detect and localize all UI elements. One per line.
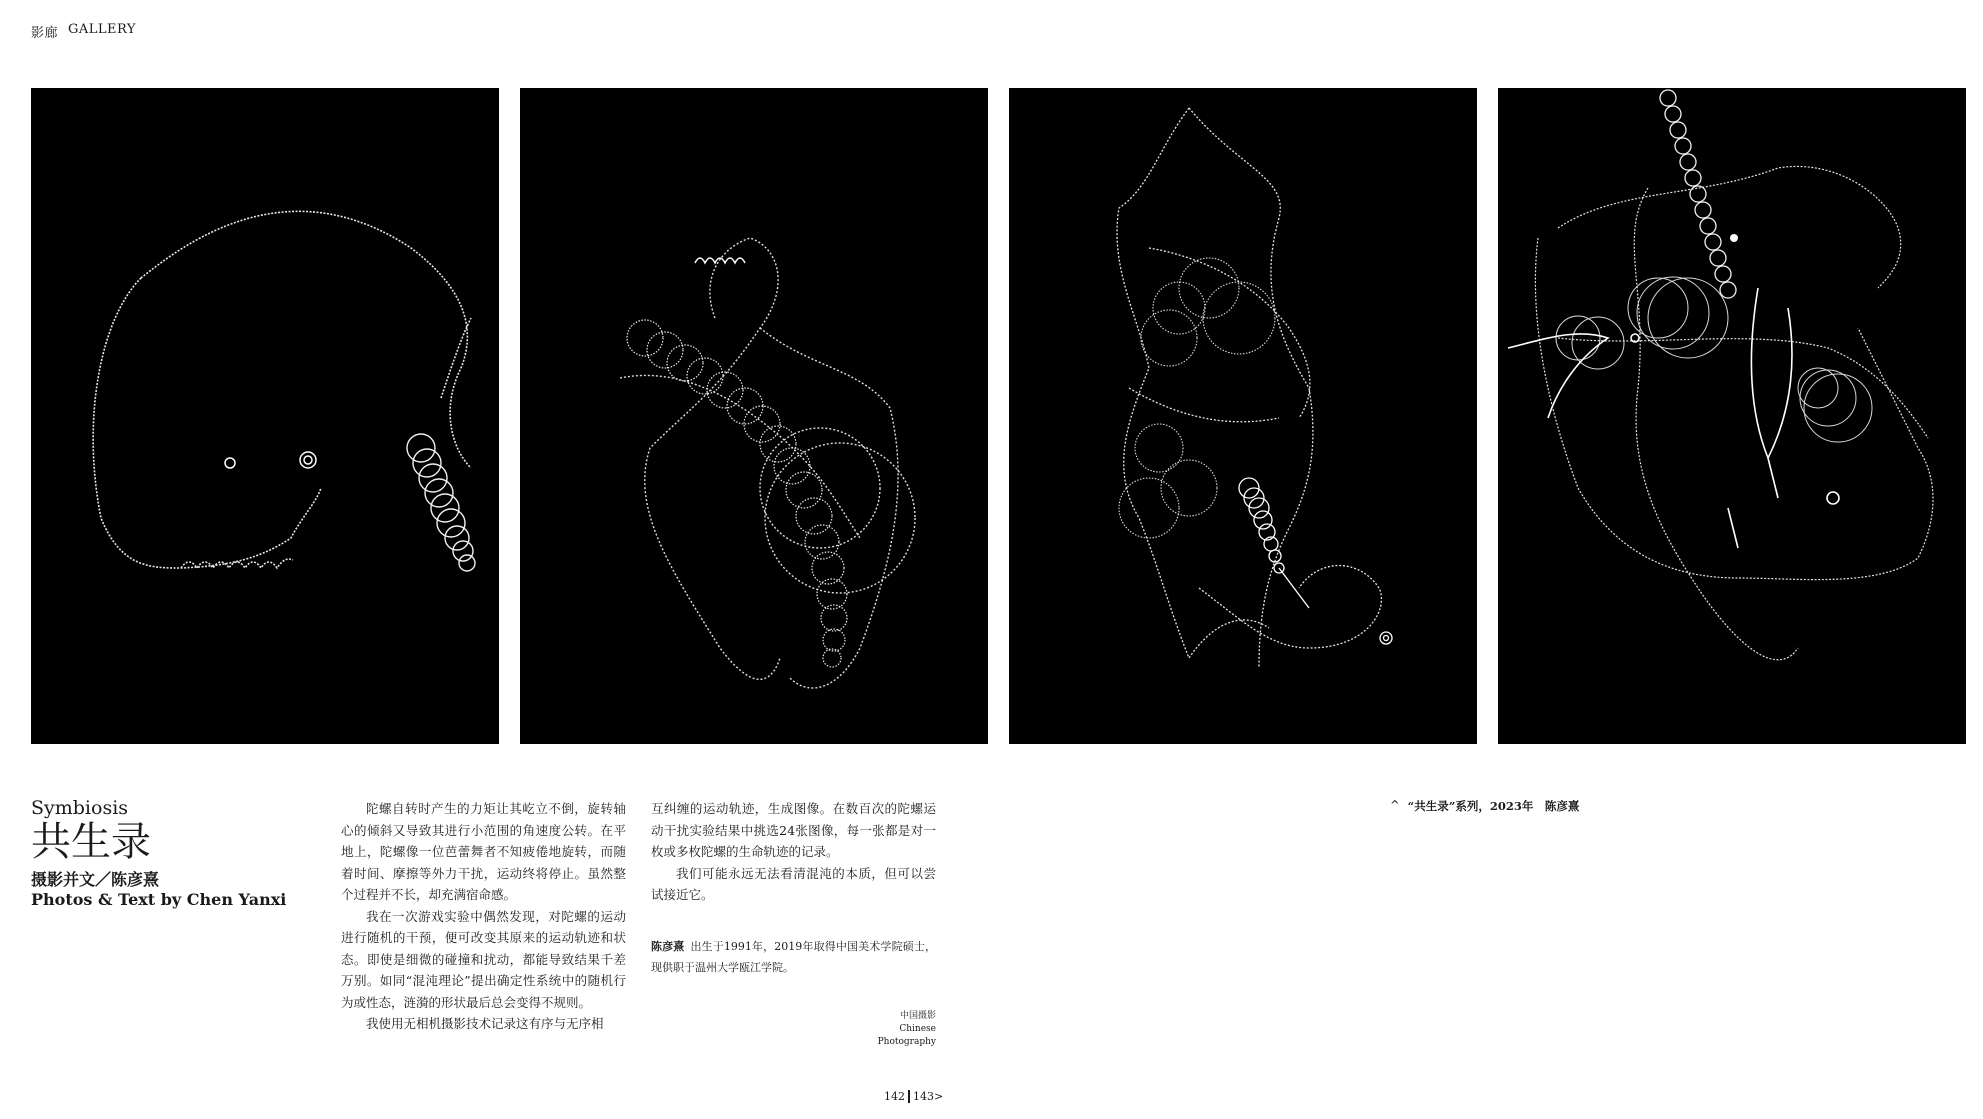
page-number-right: 143> <box>913 1090 944 1103</box>
paragraph-3: 我使用无相机摄影技术记录这有序与无序相 <box>366 1016 604 1031</box>
credit-english: Photos & Text by Chen Yanxi <box>31 890 287 909</box>
paragraph-1: 陀螺自转时产生的力矩让其屹立不倒，旋转轴心的倾斜又导致其进行小范围的角速度公转。在平地上，陀螺像一位芭蕾舞者不知疲倦地旋转，而随着时间、摩擦等外力干扰，运动终将停止。虽然整个过程并不长，却充满宿命感。 <box>341 801 626 902</box>
section-label-en: GALLERY <box>68 22 137 37</box>
caret-up-icon: ^ <box>1390 798 1400 812</box>
photo-2-light-trails <box>520 88 988 744</box>
title-chinese: 共生录 <box>31 819 151 865</box>
gallery-photo-3 <box>1009 88 1477 744</box>
photo-caption <box>1390 798 1579 814</box>
caption-text: “共生录”系列，2023年 陈彦熹 <box>1407 799 1580 813</box>
author-bio <box>651 936 936 978</box>
credit-chinese: 摄影并文／陈彦熹 <box>31 870 160 889</box>
body-column-1 <box>341 798 626 1035</box>
paragraph-2: 我在一次游戏实验中偶然发现，对陀螺的运动进行随机的干预，便可改变其原来的运动轨迹和状态。即使是细微的碰撞和扰动，都能导致结果千差万别。如同“混沌理论”提出确定性系统中的随机行为或性态，涟漪的形状最后总会变得不规则。 <box>341 908 626 1010</box>
page-number-left: 142 <box>884 1090 905 1103</box>
body-column-2 <box>651 798 936 978</box>
magazine-name-en-1: Chinese <box>899 1024 936 1034</box>
photo-1-light-trails <box>31 88 499 744</box>
page-numbers <box>884 1090 943 1103</box>
paragraph-3-continued: 互纠缠的运动轨迹，生成图像。在数百次的陀螺运动干扰实验结果中挑选24张图像，每一张都是对一枚或多枚陀螺的生命轨迹的记录。 <box>651 801 936 859</box>
author-bio-name: 陈彦熹 <box>651 939 685 953</box>
magazine-logo <box>836 1010 936 1049</box>
section-header <box>31 22 136 41</box>
gallery-photo-1 <box>31 88 499 744</box>
gallery-photo-4 <box>1498 88 1966 744</box>
section-label-zh: 影廊 <box>31 26 59 41</box>
gallery-photo-2 <box>520 88 988 744</box>
photo-3-light-trails <box>1009 88 1477 744</box>
magazine-name-zh: 中国摄影 <box>899 1011 936 1021</box>
article-title-block <box>31 797 331 909</box>
page-separator <box>908 1090 910 1103</box>
author-bio-text: 出生于1991年，2019年取得中国美术学院硕士，现供职于温州大学瓯江学院。 <box>651 939 936 974</box>
title-english: Symbiosis <box>31 797 129 819</box>
paragraph-4: 我们可能永远无法看清混沌的本质，但可以尝试接近它。 <box>651 865 936 902</box>
photo-4-light-trails <box>1498 88 1966 744</box>
magazine-name-en-2: Photography <box>877 1037 936 1047</box>
